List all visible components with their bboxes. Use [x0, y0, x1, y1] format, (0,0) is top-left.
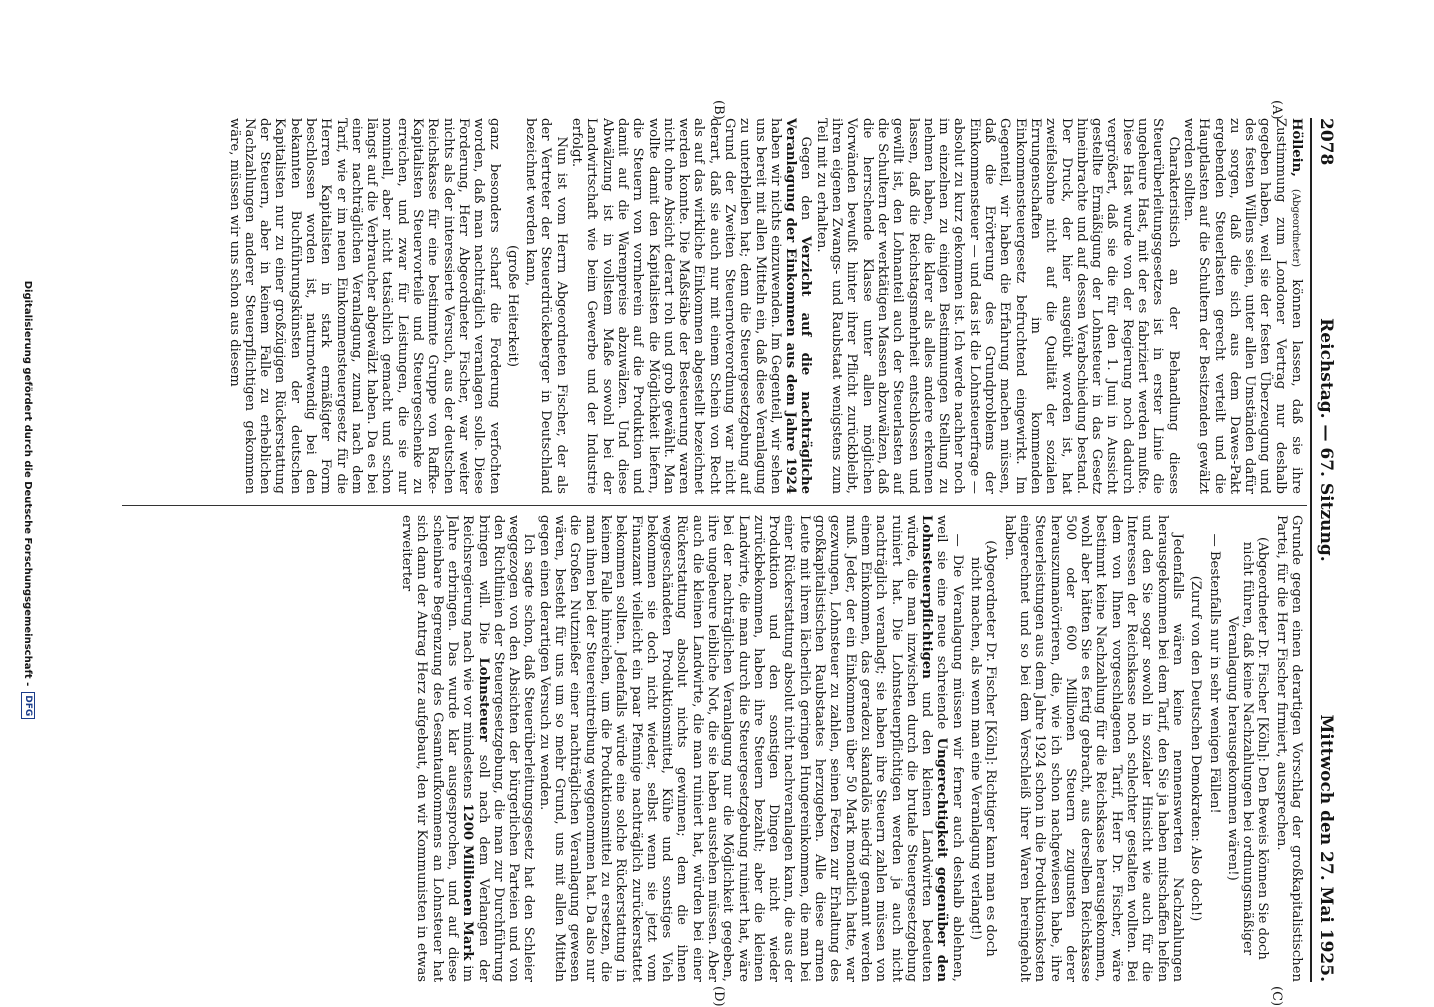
interjection: (Abgeordneter Dr. Fischer [Köln]: Den Beweis können Sie doch nicht führen, daß keine Nachzahlungen bei ordnungsmäßiger Veranlagung herausgekommen wären!) — [1224, 537, 1271, 960]
header-rule — [1310, 118, 1312, 982]
emphasis: 1200 Millionen Mark — [460, 803, 476, 961]
paragraph: — Die Veranlagung müssen wir ferner auch deshalb ablehnen, weil sie eine neue schreiende Ungerechtigkeit gegenüber den Lohnsteuerpflichtigen und den kleinen Landwirten bedeuten würde, die man inzwischen durch die brutale Steuergesetzgebung ruiniert hat. Die Lohnsteuerpflichtigen werden ja auch nicht nachträglich veranlagt; sie haben ihre Steuern zahlen müssen von einem Einkommen, das geradezu skandalös niedrig genannt werden muß. Jeder, der ein Einkommen über 50 Mark monatlich hatte, war gezwungen, Lohnsteuer zu zahlen, seinen Fetzen zur Erhaltung des großkapitalistischen Raubstaates herzugeben. Alle diese armen Leute mit ihrem lächerlich geringen Hungereinkommen, die man bei einer Rückerstattung absolut nicht nachveranlagen kann, die aus der Produktion und den sonstigen Dingen nicht wieder zurückbekommen, haben ihre Steuern bezahlt; aber die kleinen Landwirte, die man durch die Steuergesetzgebung ruiniert hat, wäre bei der nachträglichen Veranlagung nur die Möglichkeit gegeben, ihre ungeheure leibliche Not, die sie haben ausstehen müssen. Aber auch die kleinen Landwirte, die man ruiniert hat, würden bei einer Rückerstattung absolut nichts gewinnen; dem die ihnen weggeschändeten Produktionsmittel, Kühe und sonstiges Vieh bekommen sie doch nicht wieder, selbst wenn sie jetzt vom Finanzamt vielleicht ein paar Pfennige nachträglich zurückerstattet bekommen sollten. Jedenfalls würde eine solche Rückerstattung in keinem Falle hinreichen, um die Produktionsmittel zu ersetzen, die man ihnen bei der Steuereintreibung weggenommen hat. Da also nur die Großen Nutznießer einer nachträglichen Veranlagung gewesen wären, besteht für uns um so mehr Grund, uns mit allen Mitteln gegen einen derartigen Versuch zu wenden. — [536, 515, 965, 982]
paragraph: Jedenfalls wären keine nennenswerten Nachzahlungen herausgekommen bei dem Tarif, den Sie ja haben mitschaffen helfen und den Sie sogar sowohl in sozialer Hinsicht wie auch für die Interessen der Reichskasse noch schlechter gestalten wollten. Bei dem von Ihnen vorgeschlagenen Tarif, Herr Dr. Fischer, wäre bestimmt keine Nachzahlung für die Reichskasse herausgekommen, wohl aber hätten Sie es fertig gebracht, aus derselben Reichskasse 500 oder 600 Millionen Steuern zugunsten derer herauszumanövrieren, die, wie ich schon nachgewiesen habe, ihre Steuerleistungen aus dem Jahre 1924 schon in die Produktionskosten eingerechnet und so bei dem Verschleiß ihrer Waren hereingeholt haben. — [1001, 515, 1185, 982]
column-divider — [122, 505, 1307, 506]
paragraph: — Bestenfalls nur in sehr wenigen Fällen! — [1206, 533, 1222, 814]
speaker-note: Abgeordneter — [1290, 192, 1301, 264]
paragraph: ganz besonders scharf die Forderung verfochten worden, daß man nachträglich veranlagen solle. Diese Forderung, Herr Abgeordneter Fischer, war weiter nichts als der interessierte Versuch, aus der deutschen Reichskasse für eine bestimmte Gruppe von Raffke-Kapitalisten Steuervorteile und Steuergeschenke zu erreichen, und zwar für Leistungen, die sie nur nominell, aber nicht tatsächlich gemacht und schon längst auf die Verbraucher abgewälzt haben. Da es bei einer nachträglichen Veranlagung, zumal nach dem Tarif, wie er im neuen Einkommensteuergesetz für die Herren Kapitalisten in stark ermäßigter Form beschlossen worden ist, naturnotwendig bei den bekannten Buchführungskünsten der deutschen Kapitalisten nur zu einer großzügigen Rückerstattung der Steuern, aber in keinem Falle zu erheblichen Nachzahlungen anderer Steuerpflichtigen gekommen wäre, müssen wir uns schon aus diesem — [226, 118, 502, 494]
right-column — [124, 515, 1304, 982]
margin-marker-a: (A) — [1269, 100, 1284, 120]
emphasis: Verzicht auf die nachträgliche Veranlagung der Einkommen aus dem Jahre 1924 — [783, 118, 814, 494]
page-number: 2078 — [1316, 118, 1336, 166]
emphasis: Ungerechtigkeit gegenüber den Lohnsteuerpflichtigen — [919, 515, 950, 982]
paragraph-text: können lassen, daß sie ihre Zustimmung zum Londoner Vertrag nur deshalb gegeben haben, weil sie der festen Überzeugung und des festen Willens seien, unter allen Umständen dafür zu sorgen, daß die sich aus dem Dawes-Pakt ergebenden Steuerlasten gerecht verteilt und die Hauptlasten auf die Schultern der Besitzenden gewälzt werden sollten. — [1180, 118, 1304, 494]
page-header — [1314, 118, 1336, 982]
interjection: (große Heiterkeit) — [504, 244, 520, 368]
paragraph: Ich sagte schon, daß Steuerüberleitungsgesetz hat den Schleier weggezogen von den Absichten der bürgerlichen Parteien und von den Richtlinien der Steuergesetzgebung, die man zur Durchführung bringen will. Die Lohnsteuer soll nach dem Verlangen der Reichsregierung nach wie vor mindestens 1200 Millionen Mark im Jahre erbringen. Das wurde klar ausgesprochen, und auf diese scheinbare Begrenzung des Gesamtaufkommens an Lohnsteuer hat sich dann der Antrag Herz aufgebaut, den wir Kommunisten in etwas erweiterter — [399, 515, 537, 982]
interjection: (Zuruf von den Deutschen Demokraten: Also doch!) — [1188, 575, 1204, 922]
header-title: Reichstag. — 67. Sitzung. — [1316, 318, 1336, 562]
header-date: Mittwoch den 27. Mai 1925. — [1316, 714, 1336, 982]
paragraph: Gegen den Verzicht auf die nachträgliche Veranlagung der Einkommen aus dem Jahre 1924 haben wir nichts einzuwenden. Im Gegenteil, wir sehen uns bereit mit allen Mitteln ein, daß diese Veranlagung zu unterbleiben hat; denn die Steuergesetzgebung auf Grund der Zweiten Steuernotverordnung war nicht derart, daß sie auch nur mit einem Schein von Recht als auf das wirkliche Einkommen abgestellt bezeichnet werden konnte. Die Maßstäbe der Besteuerung waren nicht ohne Absicht derart roh und grob gewählt. Man wollte damit den Kapitalisten die Möglichkeit liefern, die Steuern von vornherein auf die Produktion und damit auf die Warenpreise abzuwälzen. Und diese Abwälzung ist in vollstem Maße sowohl bei der Landwirtschaft wie beim Gewerbe und der Industrie erfolgt. — [569, 118, 814, 494]
digitization-credit — [18, 0, 38, 1000]
paragraph: Nun ist vom Herrn Abgeordneten Fischer, der als der Vertreter der Steuerdrückeberger in Deutschland bezeichnet werden kann, — [523, 118, 569, 494]
emphasis: Lohnsteuer — [475, 657, 491, 742]
margin-marker-b: (B) — [711, 100, 726, 120]
interjection: (Abgeordneter Dr. Fischer [Köln]: Richtiger kann man es doch nicht machen, als wenn man eine Veranlagung verlangt!) — [968, 540, 999, 957]
margin-marker-c: (C) — [1269, 986, 1284, 1007]
paragraph: Grunde gegen einen derartigen Vorschlag der großkapitalistischen Partei, für die Herr Fischer firmiert, aussprechen. — [1273, 515, 1304, 982]
credit-text: Digitalisierung gefördert durch die Deutsche Forschungsgemeinschaft - — [22, 280, 34, 687]
left-column — [124, 118, 1304, 494]
paragraph: Charakteristisch an der Behandlung dieses Steuerüberleitungsgesetzes ist in erster Linie die ungeheure Hast, mit der es fabriziert werden mußte. Diese Hast wurde von der Regierung noch dadurch vergrößert, daß sie die für den 1. Juni in Aussicht gestellte Ermäßigung der Lohnsteuer in das Gesetz hineinbrachte und auf dessen Verabschiedung bestand. Der Druck, der hier ausgeübt worden ist, hat zweifelsohne nicht auf die Qualität der sozialen Errungenschaften im kommenden Einkommensteuergesetz befruchtend eingewirkt. Im Gegenteil, wir haben die Erfahrung machen müssen, daß die Erörterung des Grundproblems der Einkommensteuer — und das ist die Lohnsteuerfrage — absolut zu kurz gekommen ist. Ich werde nachher noch im einzelnen zu einigen Bestimmungen Stellung zu nehmen haben, die klarer als alles andere erkennen lassen, daß die Reichstagsmehrheit entschlossen und gewillt ist, den Lohnanteil auch der Steuerlasten auf die Schultern der werktätigen Massen abzuwälzen, daß die herrschende Klasse unter allen möglichen Vorwänden bewußt hinter ihrer Pflicht zurückbleibt, ihren eigenen Zwangs- und Raubstaat wenigstens zum Teil mit zu erhalten. — [813, 118, 1181, 494]
dfg-logo: DFG — [21, 692, 35, 719]
speaker-name: Höllein, — [1289, 118, 1304, 177]
paragraph: Höllein, (Abgeordneter) können lassen, daß sie ihre Zustimmung zum Londoner Vertrag nur deshalb gegeben haben, weil sie der festen Überzeugung und des festen Willens seien, unter allen Umständen dafür zu sorgen, daß die sich aus dem Dawes-Pakt ergebenden Steuerlasten gerecht verteilt und die Hauptlasten auf die Schultern der Besitzenden gewälzt werden sollten. — [1180, 118, 1304, 494]
margin-marker-d: (D) — [711, 986, 726, 1007]
